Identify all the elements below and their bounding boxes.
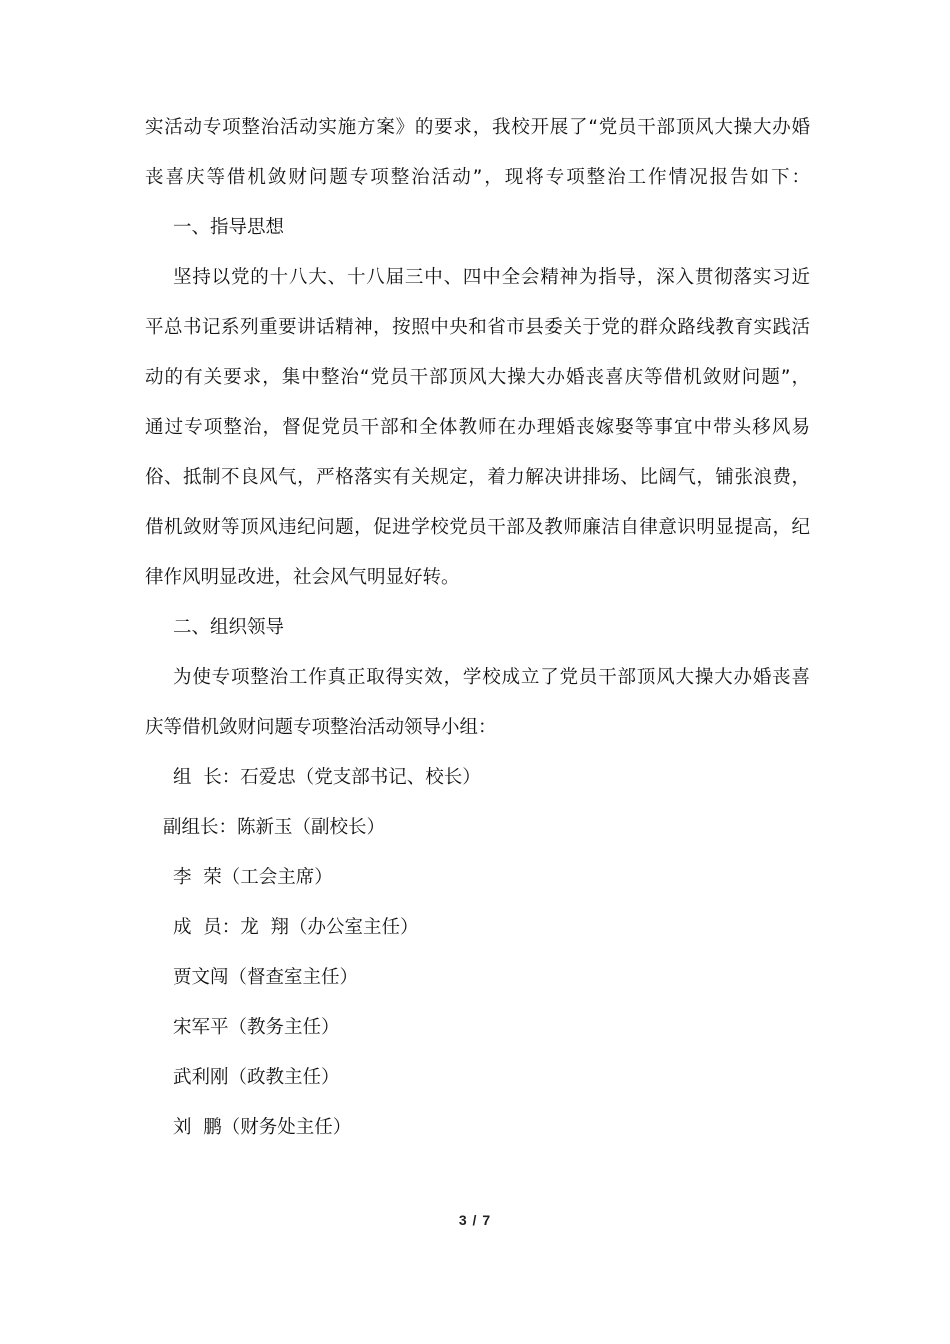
paragraph-line: 庆等借机敛财问题专项整治活动领导小组： (145, 717, 497, 738)
member-line: 组 长：石爱忠（党支部书记、校长） (173, 767, 481, 788)
member-line: 武利刚（政教主任） (173, 1067, 340, 1088)
section-heading: 二、组织领导 (173, 617, 285, 638)
paragraph-line: 坚持以党的十八大、十八届三中、四中全会精神为指导，深入贯彻落实习近 (173, 267, 810, 288)
member-line: 成 员：龙 翔（办公室主任） (173, 917, 419, 938)
paragraph-line: 律作风明显改进，社会风气明显好转。 (145, 567, 460, 588)
member-line: 李 荣（工会主席） (173, 867, 333, 888)
member-line: 副组长：陈新玉（副校长） (163, 817, 386, 838)
paragraph-line: 丧喜庆等借机敛财问题专项整治活动”，现将专项整治工作情况报告如下： (145, 167, 810, 188)
page-number: 3 / 7 (458, 1212, 492, 1228)
paragraph-line: 为使专项整治工作真正取得实效，学校成立了党员干部顶风大操大办婚丧喜 (173, 667, 810, 688)
paragraph-line: 通过专项整治，督促党员干部和全体教师在办理婚丧嫁娶等事宜中带头移风易 (145, 417, 810, 438)
member-line: 宋军平（教务主任） (173, 1017, 340, 1038)
paragraph-line: 俗、抵制不良风气，严格落实有关规定，着力解决讲排场、比阔气，铺张浪费， (145, 467, 810, 488)
paragraph-line: 平总书记系列重要讲话精神，按照中央和省市县委关于党的群众路线教育实践活 (145, 317, 810, 338)
document-body (145, 103, 810, 1153)
paragraph-line: 借机敛财等顶风违纪问题，促进学校党员干部及教师廉洁自律意识明显提高，纪 (145, 517, 810, 538)
member-line: 贾文闯（督查室主任） (173, 967, 359, 988)
section-heading: 一、指导思想 (173, 217, 285, 238)
paragraph-line: 实活动专项整治活动实施方案》的要求，我校开展了“党员干部顶风大操大办婚 (145, 117, 810, 138)
member-line: 刘 鹏（财务处主任） (173, 1117, 352, 1138)
paragraph-line: 动的有关要求，集中整治“党员干部顶风大操大办婚丧喜庆等借机敛财问题”， (145, 367, 810, 388)
